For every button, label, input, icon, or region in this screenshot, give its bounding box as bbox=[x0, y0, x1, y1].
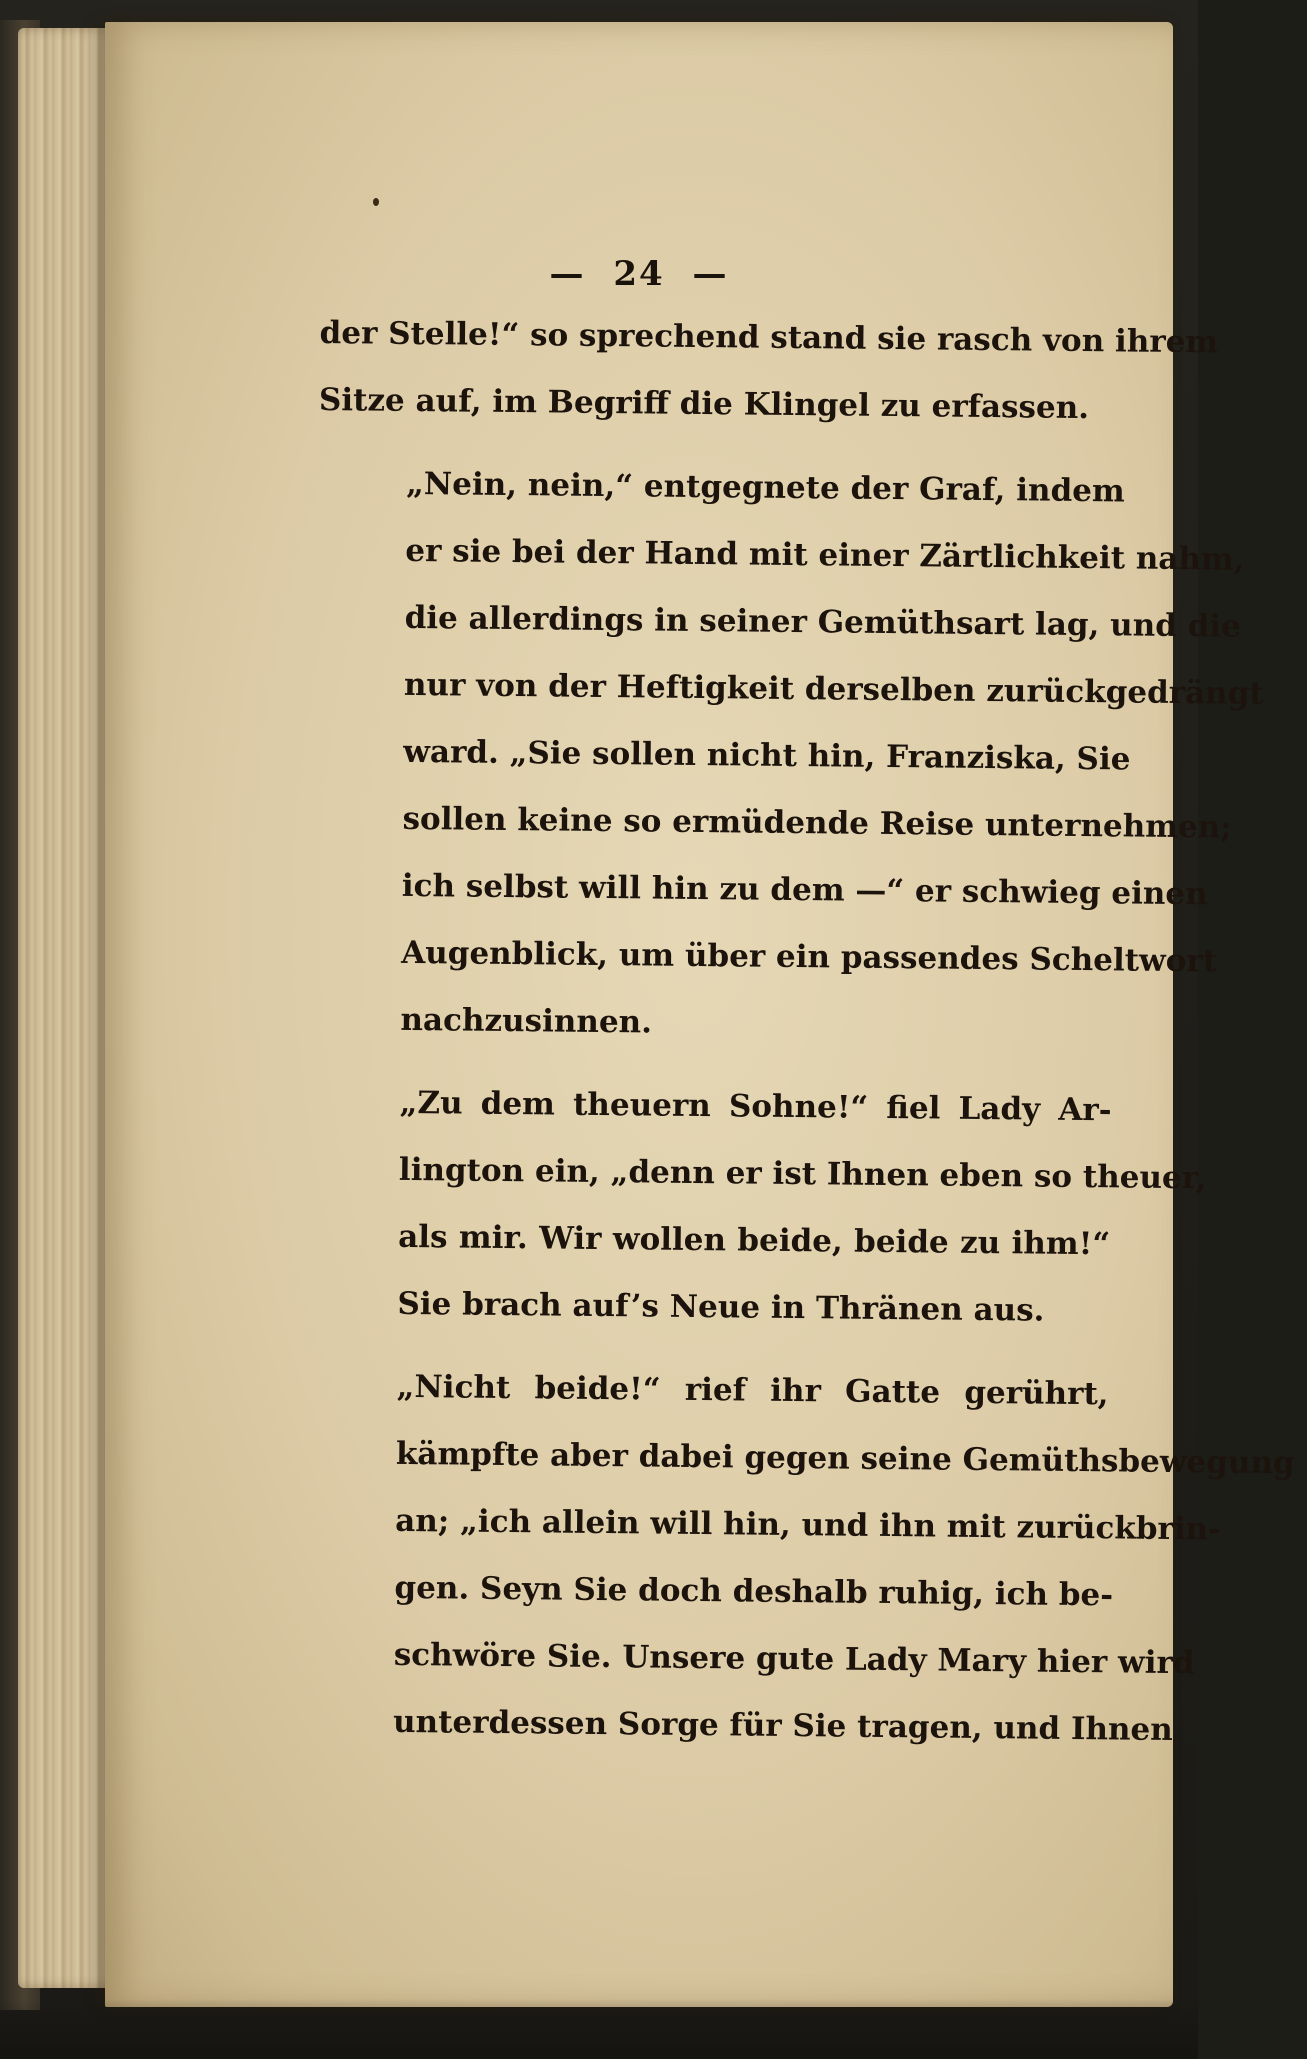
paragraph bbox=[305, 1353, 1295, 1763]
paragraph bbox=[318, 300, 1219, 442]
text-line: gen. Seyn Sie doch deshalb ruhig, ich be- bbox=[394, 1569, 1114, 1614]
text-line: Sitze auf, im Begriff die Klingel zu erfassen. bbox=[318, 381, 1090, 427]
page-number-dash-left: — bbox=[549, 254, 586, 294]
text-line: unterdessen Sorge für Sie tragen, und Ihnen bbox=[392, 1703, 1173, 1749]
text-line: „Zu dem theuern Sohne!“ fiel Lady Ar- bbox=[399, 1084, 1112, 1129]
text-line: „Nein, nein,“ entgegnete der Graf, indem bbox=[405, 465, 1125, 510]
page-number bbox=[105, 254, 1173, 294]
paragraph bbox=[309, 1069, 1207, 1345]
body-text bbox=[305, 300, 1295, 1763]
text-line: als mir. Wir wollen beide, beide zu ihm!“ bbox=[398, 1218, 1111, 1263]
text-line: sollen keine so ermüdende Reise unternehmen; bbox=[402, 800, 1232, 846]
text-line: er sie bei der Hand mit einer Zärtlichkeit nahm, bbox=[405, 532, 1245, 578]
text-line: kämpfte aber dabei gegen seine Gemüthsbewegung bbox=[395, 1435, 1295, 1482]
text-line: ich selbst will hin zu dem —“ er schwieg einen bbox=[401, 867, 1208, 913]
page-number-dash-right: — bbox=[692, 254, 729, 294]
ink-speck bbox=[373, 198, 379, 206]
text-line: „Nicht beide!“ rief ihr Gatte gerührt, bbox=[396, 1368, 1109, 1413]
text-line: an; „ich allein will hin, und ihn mit zurückbrin- bbox=[395, 1502, 1222, 1548]
text-line: nur von der Heftigkeit derselben zurückgedrängt bbox=[403, 666, 1264, 712]
text-line: lington ein, „denn er ist Ihnen eben so theuer, bbox=[398, 1151, 1207, 1197]
text-line: schwöre Sie. Unsere gute Lady Mary hier wird bbox=[393, 1636, 1195, 1682]
page-number-value: 24 bbox=[613, 254, 665, 294]
bottom-shadow bbox=[0, 1999, 1198, 2059]
text-line: Augenblick, um über ein passendes Scheltwort bbox=[400, 934, 1218, 980]
text-line: Sie brach auf’s Neue in Thränen aus. bbox=[397, 1285, 1045, 1329]
text-line: die allerdings in seiner Gemüthsart lag, und die bbox=[404, 599, 1242, 645]
text-line: ward. „Sie sollen nicht hin, Franziska, Sie bbox=[403, 733, 1131, 778]
paragraph bbox=[312, 450, 1264, 1061]
text-line: nachzusinnen. bbox=[400, 1001, 653, 1041]
text-line: der Stelle!“ so sprechend stand sie rasch von ihrem bbox=[319, 314, 1219, 361]
